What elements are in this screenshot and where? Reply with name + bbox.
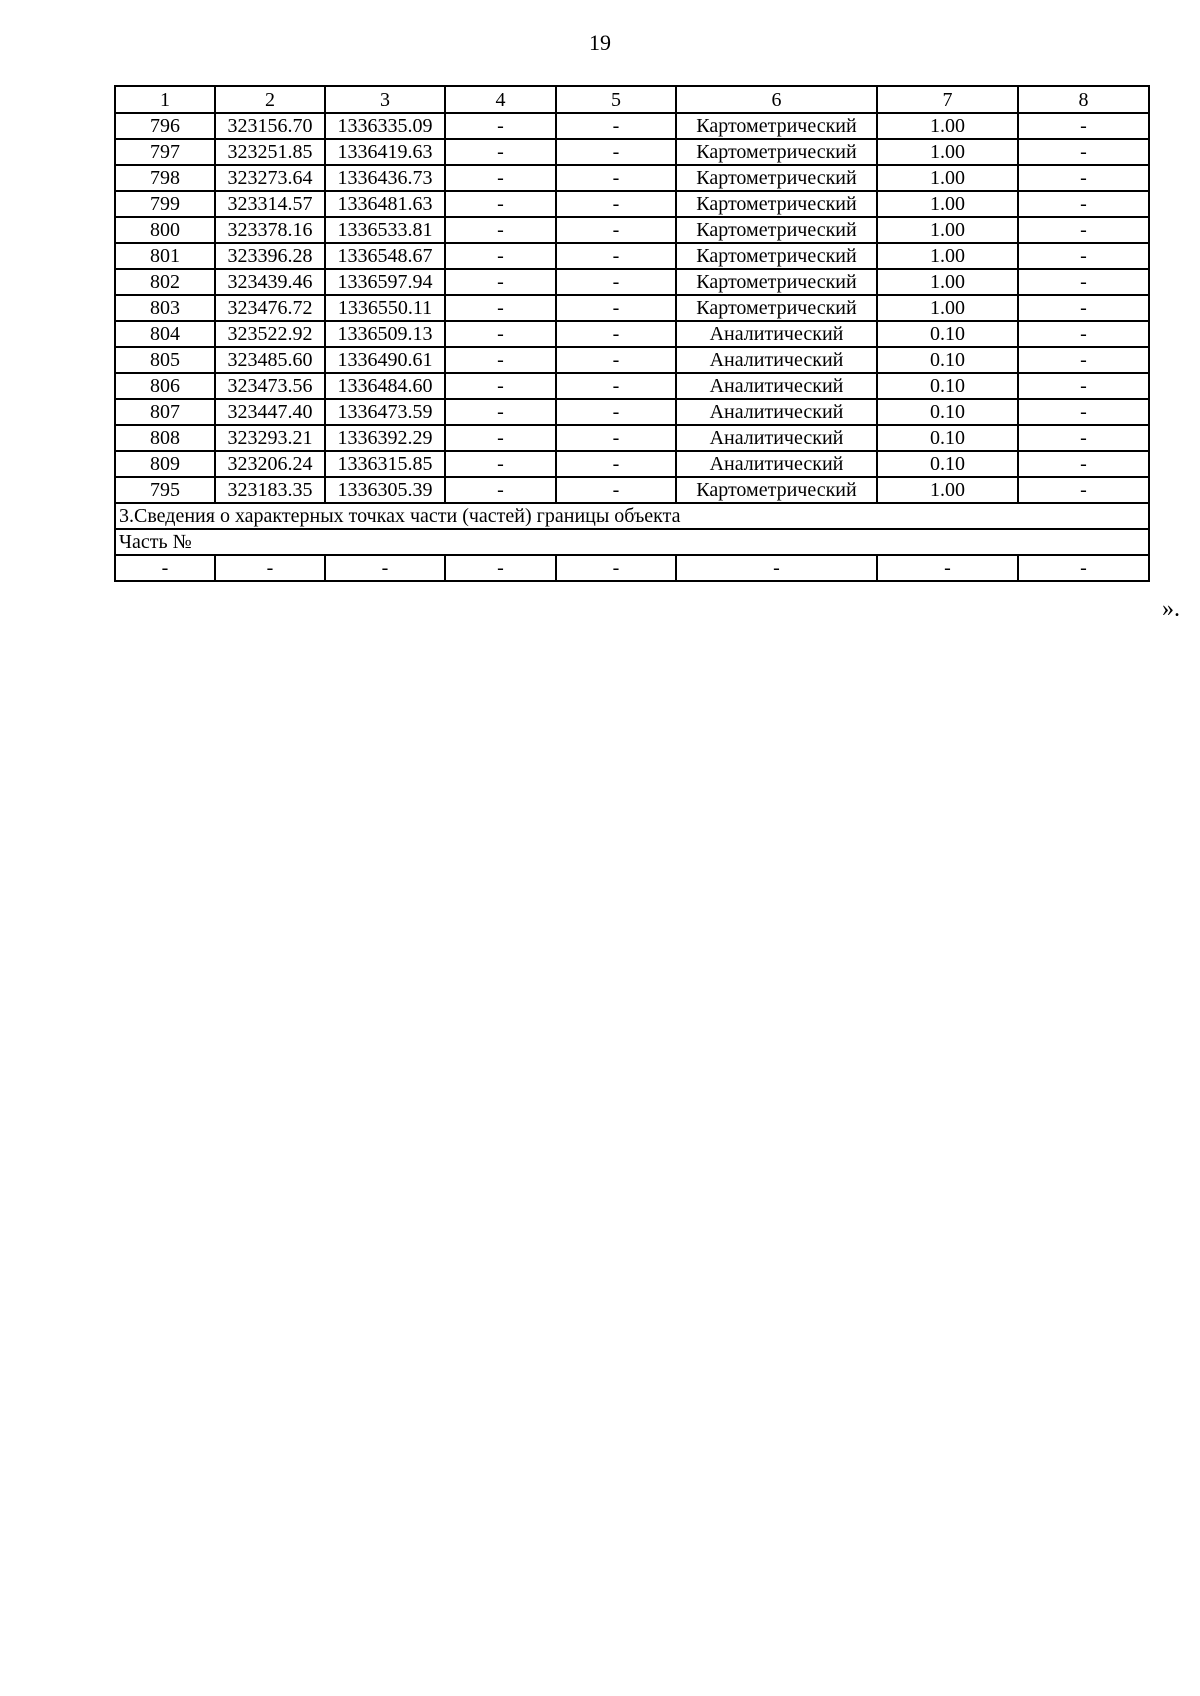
table-cell: 1336490.61	[325, 347, 445, 373]
table-cell: -	[445, 217, 556, 243]
table-cell: 804	[115, 321, 215, 347]
table-cell: Аналитический	[676, 321, 877, 347]
table-cell: 1.00	[877, 477, 1018, 503]
header-row	[115, 86, 1149, 113]
table-cell: -	[445, 243, 556, 269]
table-cell: 796	[115, 113, 215, 139]
table-cell: -	[556, 347, 676, 373]
coordinates-table-container	[114, 85, 1148, 582]
table-cell: Аналитический	[676, 347, 877, 373]
table-cell: 808	[115, 425, 215, 451]
table-cell: -	[556, 217, 676, 243]
table-cell: 1336548.67	[325, 243, 445, 269]
table-cell: -	[1018, 425, 1149, 451]
table-cell: 1.00	[877, 165, 1018, 191]
table-cell: 1336481.63	[325, 191, 445, 217]
table-cell: -	[445, 399, 556, 425]
table-cell: -	[1018, 555, 1149, 581]
table-cell: 323293.21	[215, 425, 325, 451]
table-cell: -	[445, 113, 556, 139]
table-cell: 803	[115, 295, 215, 321]
table-cell: 1336305.39	[325, 477, 445, 503]
table-row	[115, 217, 1149, 243]
table-cell: -	[1018, 451, 1149, 477]
table-cell: 1.00	[877, 295, 1018, 321]
table-cell: 1336392.29	[325, 425, 445, 451]
table-cell: -	[556, 139, 676, 165]
table-cell: 323447.40	[215, 399, 325, 425]
table-cell: Картометрический	[676, 113, 877, 139]
table-cell: 802	[115, 269, 215, 295]
table-cell: 323378.16	[215, 217, 325, 243]
closing-quote: ».	[1162, 596, 1180, 622]
table-cell: -	[1018, 399, 1149, 425]
table-cell: -	[445, 555, 556, 581]
table-cell: -	[556, 113, 676, 139]
table-row	[115, 451, 1149, 477]
table-cell: 1336315.85	[325, 451, 445, 477]
table-row	[115, 321, 1149, 347]
table-cell: Аналитический	[676, 425, 877, 451]
table-cell: 1336509.13	[325, 321, 445, 347]
table-cell: -	[1018, 243, 1149, 269]
table-cell: -	[556, 477, 676, 503]
table-cell: 795	[115, 477, 215, 503]
table-row	[115, 191, 1149, 217]
column-header: 5	[556, 86, 676, 113]
table-body	[115, 86, 1149, 581]
table-cell: 1336419.63	[325, 139, 445, 165]
table-cell: -	[556, 399, 676, 425]
table-cell: -	[1018, 295, 1149, 321]
table-cell: -	[676, 555, 877, 581]
table-cell: Аналитический	[676, 373, 877, 399]
table-cell: -	[445, 139, 556, 165]
page-number: 19	[589, 30, 611, 55]
table-cell: 0.10	[877, 451, 1018, 477]
table-cell: 1.00	[877, 217, 1018, 243]
table-cell: -	[1018, 217, 1149, 243]
table-cell: 0.10	[877, 321, 1018, 347]
table-cell: 323485.60	[215, 347, 325, 373]
table-cell: -	[445, 191, 556, 217]
table-row	[115, 165, 1149, 191]
table-cell: 323314.57	[215, 191, 325, 217]
column-header: 8	[1018, 86, 1149, 113]
table-cell: 0.10	[877, 347, 1018, 373]
table-cell: 805	[115, 347, 215, 373]
table-row	[115, 113, 1149, 139]
table-cell: 323251.85	[215, 139, 325, 165]
part-row	[115, 555, 1149, 581]
table-cell: -	[1018, 269, 1149, 295]
part-label: Часть №	[115, 529, 1149, 555]
table-cell: -	[1018, 113, 1149, 139]
table-cell: -	[445, 477, 556, 503]
table-cell: 1336484.60	[325, 373, 445, 399]
table-cell: -	[556, 295, 676, 321]
table-cell: -	[445, 451, 556, 477]
table-cell: 1.00	[877, 243, 1018, 269]
table-row	[115, 425, 1149, 451]
table-cell: 0.10	[877, 399, 1018, 425]
table-cell: 1336473.59	[325, 399, 445, 425]
table-cell: -	[556, 165, 676, 191]
table-cell: -	[445, 165, 556, 191]
table-cell: Аналитический	[676, 451, 877, 477]
part-label-row	[115, 529, 1149, 555]
table-cell: Картометрический	[676, 139, 877, 165]
table-cell: -	[1018, 347, 1149, 373]
table-row	[115, 347, 1149, 373]
table-cell: -	[445, 373, 556, 399]
table-cell: 323156.70	[215, 113, 325, 139]
table-cell: 797	[115, 139, 215, 165]
table-cell: 1.00	[877, 191, 1018, 217]
table-cell: 1.00	[877, 113, 1018, 139]
table-cell: 807	[115, 399, 215, 425]
column-header: 2	[215, 86, 325, 113]
table-cell: Картометрический	[676, 243, 877, 269]
table-cell: 323396.28	[215, 243, 325, 269]
table-cell: 323439.46	[215, 269, 325, 295]
table-cell: 1336533.81	[325, 217, 445, 243]
table-cell: 0.10	[877, 373, 1018, 399]
table-cell: Картометрический	[676, 269, 877, 295]
table-cell: -	[556, 269, 676, 295]
table-cell: 806	[115, 373, 215, 399]
column-header: 4	[445, 86, 556, 113]
table-cell: -	[1018, 165, 1149, 191]
table-cell: 798	[115, 165, 215, 191]
table-cell: -	[1018, 373, 1149, 399]
table-cell: -	[445, 321, 556, 347]
coordinates-table	[114, 85, 1150, 582]
table-cell: 323273.64	[215, 165, 325, 191]
table-row	[115, 295, 1149, 321]
table-cell: -	[556, 555, 676, 581]
table-cell: -	[556, 321, 676, 347]
table-cell: -	[115, 555, 215, 581]
table-cell: Картометрический	[676, 295, 877, 321]
table-cell: 323183.35	[215, 477, 325, 503]
table-cell: 1.00	[877, 139, 1018, 165]
table-row	[115, 243, 1149, 269]
table-cell: 323206.24	[215, 451, 325, 477]
table-cell: -	[445, 295, 556, 321]
table-row	[115, 269, 1149, 295]
table-row	[115, 373, 1149, 399]
table-cell: -	[445, 425, 556, 451]
table-row	[115, 139, 1149, 165]
table-cell: -	[1018, 477, 1149, 503]
table-cell: -	[1018, 139, 1149, 165]
column-header: 1	[115, 86, 215, 113]
table-cell: -	[556, 425, 676, 451]
table-cell: 1336597.94	[325, 269, 445, 295]
table-cell: -	[556, 191, 676, 217]
table-cell: 1336550.11	[325, 295, 445, 321]
table-cell: -	[445, 269, 556, 295]
table-cell: -	[215, 555, 325, 581]
table-cell: Картометрический	[676, 217, 877, 243]
section-title-row	[115, 503, 1149, 529]
table-cell: -	[325, 555, 445, 581]
column-header: 7	[877, 86, 1018, 113]
table-row	[115, 399, 1149, 425]
table-cell: 0.10	[877, 425, 1018, 451]
table-cell: 1336436.73	[325, 165, 445, 191]
table-cell: Картометрический	[676, 477, 877, 503]
table-cell: 801	[115, 243, 215, 269]
column-header: 3	[325, 86, 445, 113]
table-cell: -	[1018, 321, 1149, 347]
table-cell: Картометрический	[676, 165, 877, 191]
table-cell: 799	[115, 191, 215, 217]
table-cell: -	[877, 555, 1018, 581]
table-cell: -	[1018, 191, 1149, 217]
section-title: 3.Сведения о характерных точках части (частей) границы объекта	[115, 503, 1149, 529]
table-cell: Картометрический	[676, 191, 877, 217]
table-cell: 323476.72	[215, 295, 325, 321]
column-header: 6	[676, 86, 877, 113]
table-cell: Аналитический	[676, 399, 877, 425]
table-cell: -	[445, 347, 556, 373]
table-cell: -	[556, 243, 676, 269]
table-cell: 809	[115, 451, 215, 477]
table-cell: 1336335.09	[325, 113, 445, 139]
table-cell: 323473.56	[215, 373, 325, 399]
table-cell: 1.00	[877, 269, 1018, 295]
table-cell: -	[556, 373, 676, 399]
table-cell: 800	[115, 217, 215, 243]
table-row	[115, 477, 1149, 503]
table-cell: 323522.92	[215, 321, 325, 347]
table-cell: -	[556, 451, 676, 477]
